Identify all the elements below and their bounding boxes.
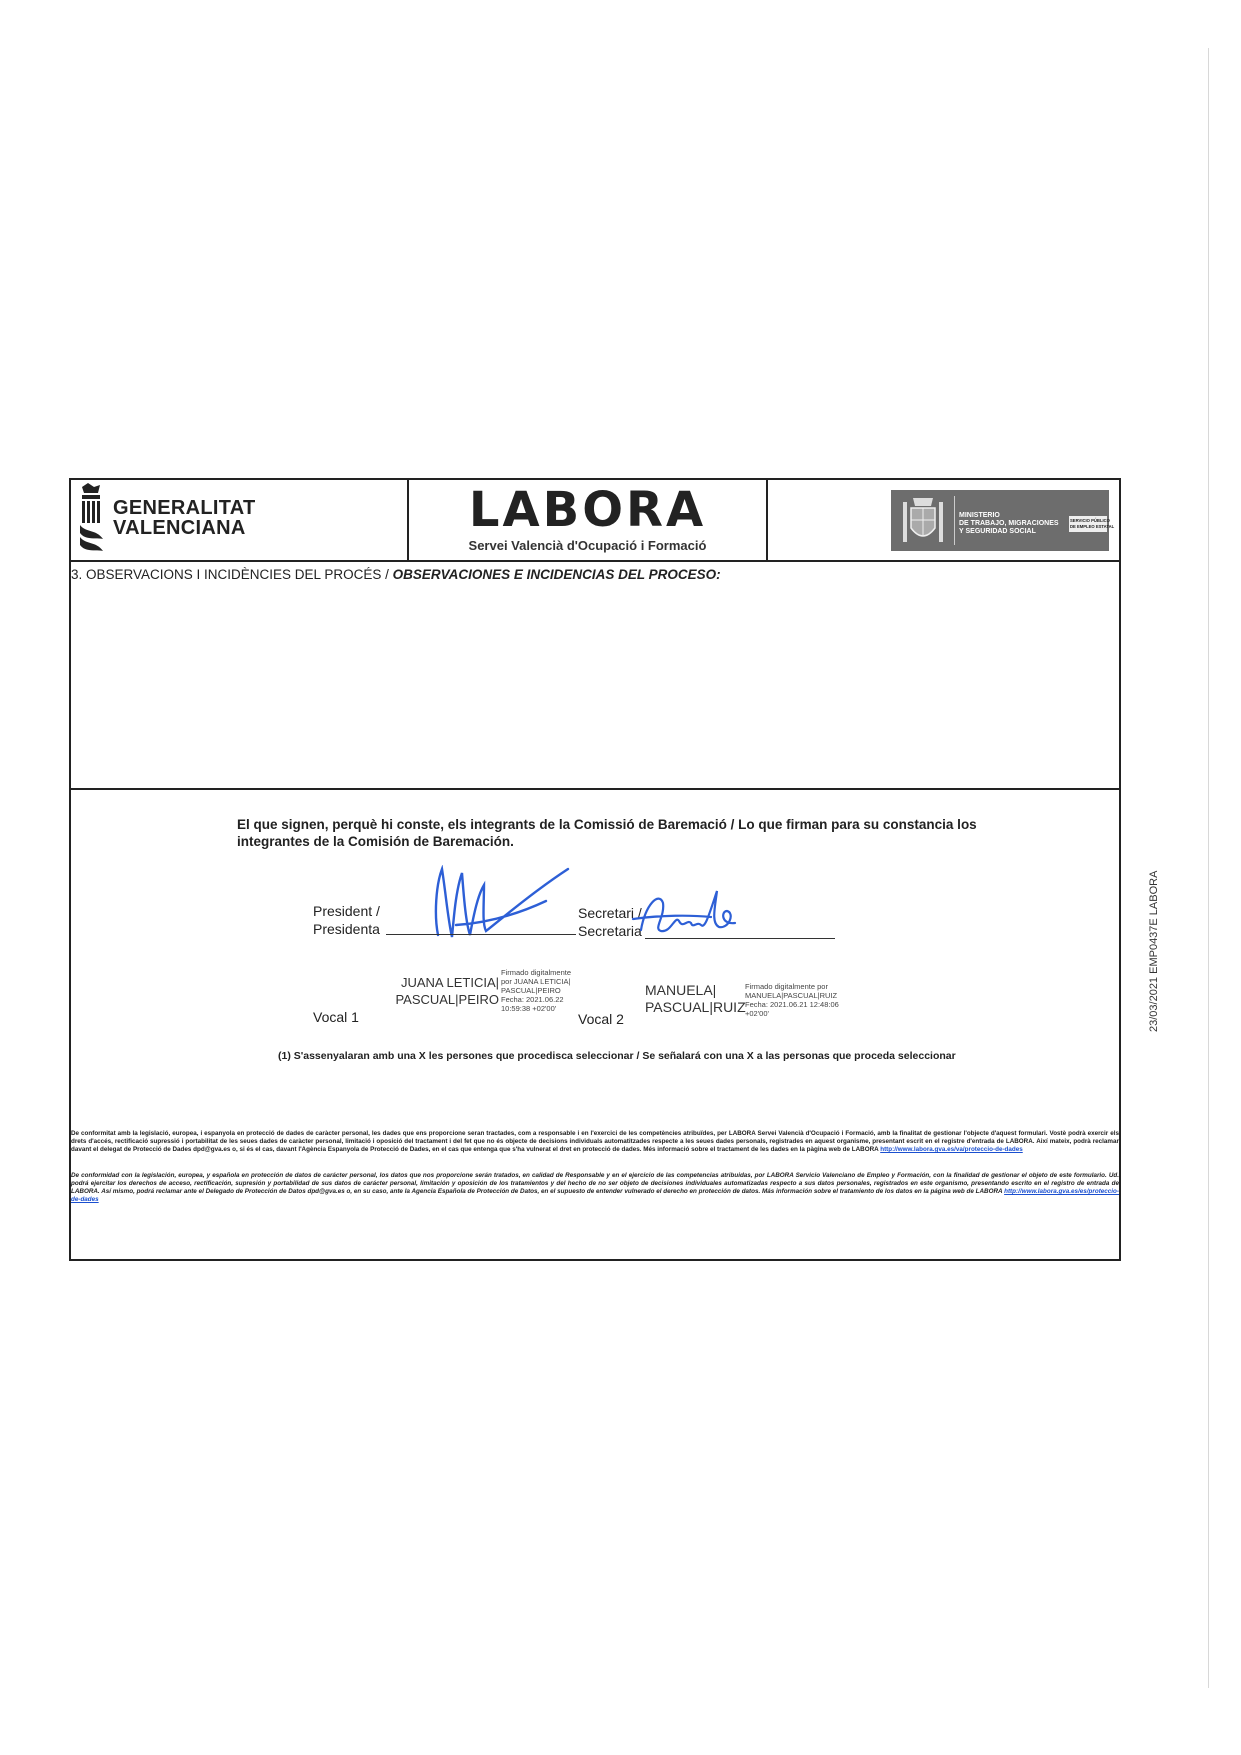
observations-box[interactable] — [71, 560, 1121, 790]
vocal2-name — [645, 982, 746, 1016]
ministry-line2: DE TRABAJO, MIGRACIONES — [959, 520, 1059, 527]
selection-note: (1) S'assenyalaran amb una X les persones que procedisca seleccionar / Se señalará con una X a las personas que proceda seleccionar — [278, 1050, 956, 1062]
statement-line1: El que signen, perquè hi conste, els integrants de la Comissió de Baremació / Lo que firman para su constancia los — [237, 817, 977, 832]
form-frame — [69, 478, 1121, 1261]
spain-coat-of-arms-icon — [899, 496, 947, 546]
observations-title — [71, 567, 721, 582]
vocal1-digital-signature — [391, 966, 583, 1024]
vocal1-label: Vocal 1 — [313, 1009, 359, 1025]
secretari-signature-line — [645, 938, 835, 939]
vocal1-name-line1: JUANA LETICIA| — [400, 975, 499, 990]
vocal1-meta4: Fecha: 2021.06.22 — [501, 995, 564, 1004]
vocal1-meta — [501, 968, 571, 1013]
sepe-line1: SERVICIO PÚBLICO — [1070, 518, 1110, 523]
president-label-line2: Presidenta — [313, 921, 380, 937]
header-gva — [71, 480, 409, 560]
header-labora — [409, 480, 768, 560]
president-label-line1: President / — [313, 903, 380, 919]
president-signature-icon — [426, 865, 571, 943]
ministry-line1: MINISTERIO — [959, 512, 1000, 519]
vocal2-digital-signature — [645, 980, 855, 1030]
ministry-line3: Y SEGURIDAD SOCIAL — [959, 528, 1036, 535]
statement-line2: integrantes de la Comisión de Baremación. — [237, 834, 514, 849]
secretari-label-line2: Secretaria — [578, 923, 642, 939]
observations-title-es: OBSERVACIONES E INCIDENCIAS DEL PROCESO: — [392, 567, 721, 582]
gva-line1: GENERALITAT — [113, 497, 256, 519]
privacy-es — [71, 1172, 1119, 1204]
gva-logo-icon — [76, 483, 106, 555]
privacy-es-text: De conformidad con la legislación, europea, y española en protección de datos de carácter personal, los datos que nos proporcione serán tratados, en calidad de Responsable y en el ejercicio de las competencias atribuidas, por LABORA Servicio Valenciano de Empleo y Formación, con la finalidad de gestionar el objeto de este formulario. Ud. podrá ejercitar los derechos de acceso, rectificación, supresión y portabilidad de sus datos de carácter personal, limitación y oposición de los tratamientos y del hecho de no ser objeto de decisiones individuales automatizadas respecto a sus datos personales, registrados en este organismo, presentando escrito en el registro de entrada de LABORA. Así mismo, podrá reclamar ante el Delegado de Protección de Datos dpd@gva.es o, en su caso, ante la Agencia Española de Protección de Datos, en el supuesto de entender vulnerado el derecho en protección de datos. Más información sobre el tratamiento de los datos en la página web de LABORA — [71, 1172, 1119, 1195]
vocal2-label: Vocal 2 — [578, 1011, 624, 1027]
secretari-label-line1: Secretari / — [578, 905, 642, 921]
privacy-es-link[interactable]: http://www.labora.gva.es/es/proteccio-de-dades — [71, 1188, 1119, 1203]
president-signature-line — [386, 934, 576, 935]
ministry-logo-block — [891, 490, 1115, 551]
privacy-val-link[interactable]: http://www.labora.gva.es/va/proteccio-de-dades — [880, 1146, 1023, 1153]
vocal2-meta2: MANUELA|PASCUAL|RUIZ — [745, 991, 838, 1000]
vocal2-meta — [745, 982, 839, 1018]
vocal2-meta4: +02'00' — [745, 1009, 769, 1018]
gva-line2: VALENCIANA — [113, 517, 246, 539]
vocal1-meta2: por JUANA LETICIA| — [501, 977, 571, 986]
labora-title: LABORA — [468, 482, 707, 538]
president-label — [313, 902, 380, 938]
labora-subtitle: Servei Valencià d'Ocupació i Formació — [468, 538, 707, 553]
sepe-box — [1069, 516, 1115, 532]
privacy-val — [71, 1130, 1119, 1154]
vocal1-meta1: Firmado digitalmente — [501, 968, 572, 977]
vocal2-name-line2: PASCUAL|RUIZ — [645, 999, 746, 1015]
vocal1-meta3: PASCUAL|PEIRO — [501, 986, 561, 995]
privacy-val-text: De conformitat amb la legislació, europea, i espanyola en protecció de dades de caràcter personal, les dades que ens proporcione seran tractades, com a responsable i en l'exercici de les competències atribuïdes, per LABORA Servei Valencià d'Ocupació i Formació, amb la finalitat de gestionar l'objecte d'aquest formulari. Vostè podrà exercir els drets d'accés, rectificació supressió i portabilitat de les seues dades de caràcter personal, limitació i oposició del tractament i del fet que no és objecte de decisions individuals automatitzades respecte a les seues dades personals, registrades en aquest organisme, presentant escrit en el registre d'entrada de LABORA. Així mateix, podrà reclamar davant el delegat de Protecció de Dades dpd@gva.es o, si és el cas, davant l'Agència Espanyola de Protecció de Dades, en el cas que entenga que s'ha vulnerat el dret en protecció de dades. Més informació sobre el tractament de les dades en la pàgina web de LABORA — [71, 1130, 1119, 1153]
vocal2-meta1: Firmado digitalmente por — [745, 982, 828, 991]
observations-title-val: 3. OBSERVACIONS I INCIDÈNCIES DEL PROCÉS / — [71, 567, 393, 582]
vocal1-meta5: 10:59:38 +02'00' — [501, 1004, 557, 1013]
vocal2-name-line1: MANUELA| — [645, 982, 717, 998]
ministry-divider — [954, 496, 955, 545]
vocal1-name — [391, 974, 499, 1008]
secretari-signature-icon — [631, 885, 771, 940]
side-reference: 23/03/2021 EMP0437E LABORA — [1148, 870, 1160, 1032]
header-ministry — [768, 480, 1121, 560]
vocal1-name-line2: PASCUAL|PEIRO — [395, 992, 499, 1007]
sepe-line2: DE EMPLEO ESTATAL — [1070, 524, 1115, 529]
vocal2-meta3: Fecha: 2021.06.21 12:48:06 — [745, 1000, 839, 1009]
right-edge-rule — [1208, 48, 1209, 1688]
